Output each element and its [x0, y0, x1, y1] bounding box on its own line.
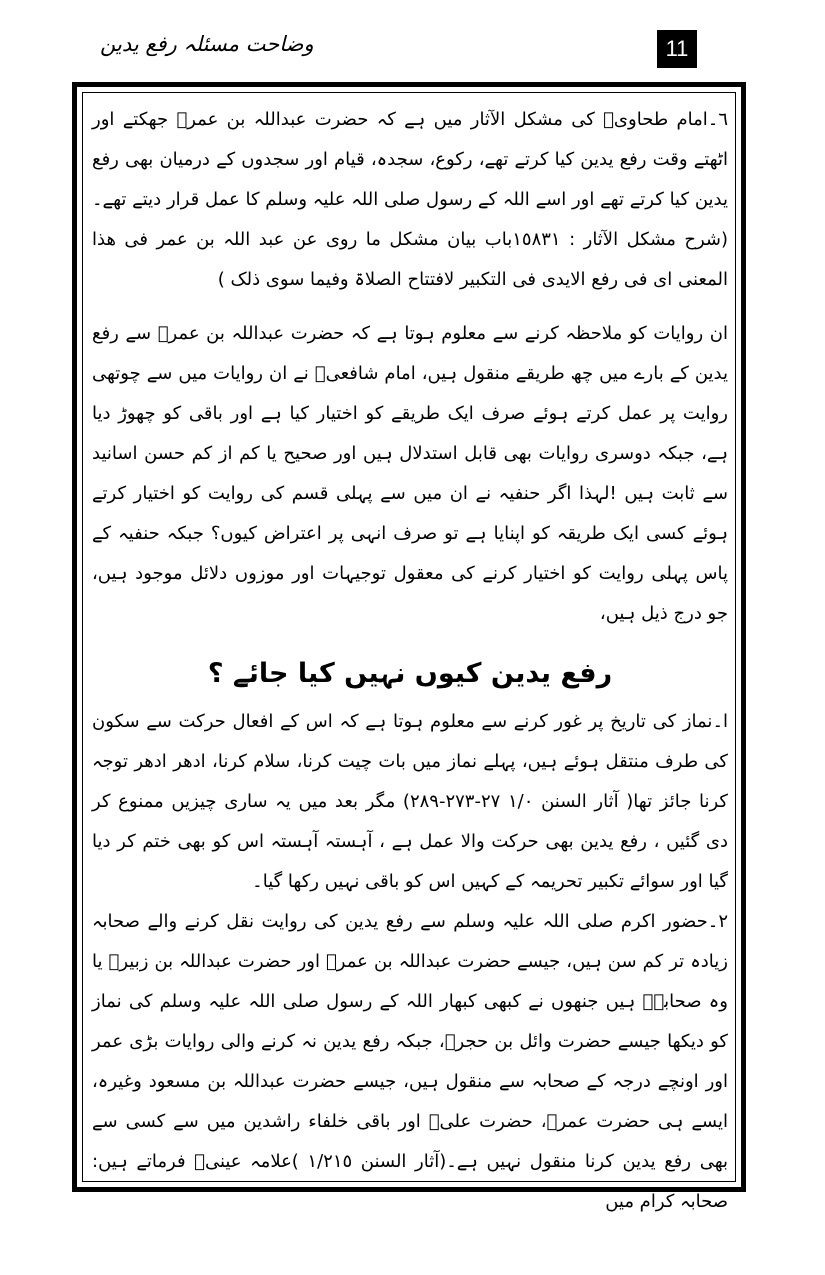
page-number: 11 [657, 30, 697, 68]
paragraph-point-2: ٢۔حضور اکرم صلی اللہ علیہ وسلم سے رفع یدین کی روایت نقل کرنے والے صحابہ زیادہ تر کم سن ہیں، جیسے حضرت عبداللہ بن عمرؓ اور حضرت عبداللہ بن زبیرؓ یا وہ صحابہؓ ہیں جنھوں نے کبھی کبھار اللہ کے رسول صلی اللہ علیہ وسلم کی نماز کو دیکھا جیسے حضرت وائل بن حجرؓ، جبکہ رفع یدین نہ کرنے والی روایات بڑی عمر اور اونچے درجہ کے صحابہ سے منقول ہیں، جیسے حضرت عبداللہ بن مسعود وغیرہ، ایسے ہی حضرت عمرؓ، حضرت علیؓ اور باقی خلفاء راشدین میں سے کسی سے بھی رفع یدین کرنا منقول نہیں ہے۔(آثار السنن ١/٢١٥ )علامہ عینیؒ فرماتے ہیں: صحابہ کرام میں [92, 911, 728, 1212]
section-heading: رفع یدین کیوں نہیں کیا جائے ؟ [207, 658, 613, 689]
paragraph-tahawi-narration: ٦۔امام طحاویؒ کی مشکل الآثار میں ہے کہ حضرت عبداللہ بن عمرؓ جھکتے اور اٹھتے وقت رفع یدین کیا کرتے تھے، رکوع، سجدہ، قیام اور سجدوں کے درمیان بھی رفع یدین کیا کرتے تھے اور اسے اللہ کے رسول صلی اللہ علیہ وسلم کا عمل قرار دیتے تھے۔(شرح مشکل الآثار : ١٥٨٣١باب بیان مشکل ما روی عن عبد اللہ بن عمر فی ھذا المعنی ای فی رفع الایدی فی التکبیر لافتتاح الصلاۃ وفیما سوی ذلک ) [92, 109, 728, 290]
paragraph-six-methods: ان روایات کو ملاحظہ کرنے سے معلوم ہوتا ہے کہ حضرت عبداللہ بن عمرؓ سے رفع یدین کے بارے میں چھ طریقے منقول ہیں، امام شافعیؒ نے ان روایات میں سے چوتھی روایت پر عمل کرتے ہوئے صرف ایک طریقے کو اختیار کیا ہے اور باقی کو چھوڑ دیا ہے، جبکہ دوسری روایات بھی قابل استدلال ہیں اور صحیح یا کم از کم حسن اسانید سے ثابت ہیں !لہذا اگر حنفیہ نے ان میں سے پہلی قسم کی روایت کو اختیار کرتے ہوئے کسی ایک طریقہ کو اپنایا ہے تو صرف انہی پر اعتراض کیوں؟ جبکہ حنفیہ کے پاس پہلی روایت کو اختیار کرنے کی معقول توجیہات اور موزوں دلائل موجود ہیں، جو درج ذیل ہیں، [92, 323, 728, 624]
running-title: وضاحت مسئلہ رفع یدین [100, 32, 314, 56]
paragraph-point-1: ا۔نماز کی تاریخ پر غور کرنے سے معلوم ہوتا ہے کہ اس کے افعال حرکت سے سکون کی طرف منتقل ہوئے ہیں، پہلے نماز میں بات چیت کرنا، سلام کرنا، ادھر ادھر توجہ کرنا جائز تھا( آثار السنن ١/٠ ٢٧-٢٧٣-٢٨٩) مگر بعد میں یہ ساری چیزیں ممنوع کر دی گئیں ، رفع یدین بھی حرکت والا عمل ہے ، آہستہ آہستہ اس کو بھی ختم کر دیا گیا اور سوائے تکبیر تحریمہ کے کہیں اس کو باقی نہیں رکھا گیا۔ [92, 711, 728, 892]
body-text [92, 100, 728, 1212]
page-header [0, 0, 825, 80]
